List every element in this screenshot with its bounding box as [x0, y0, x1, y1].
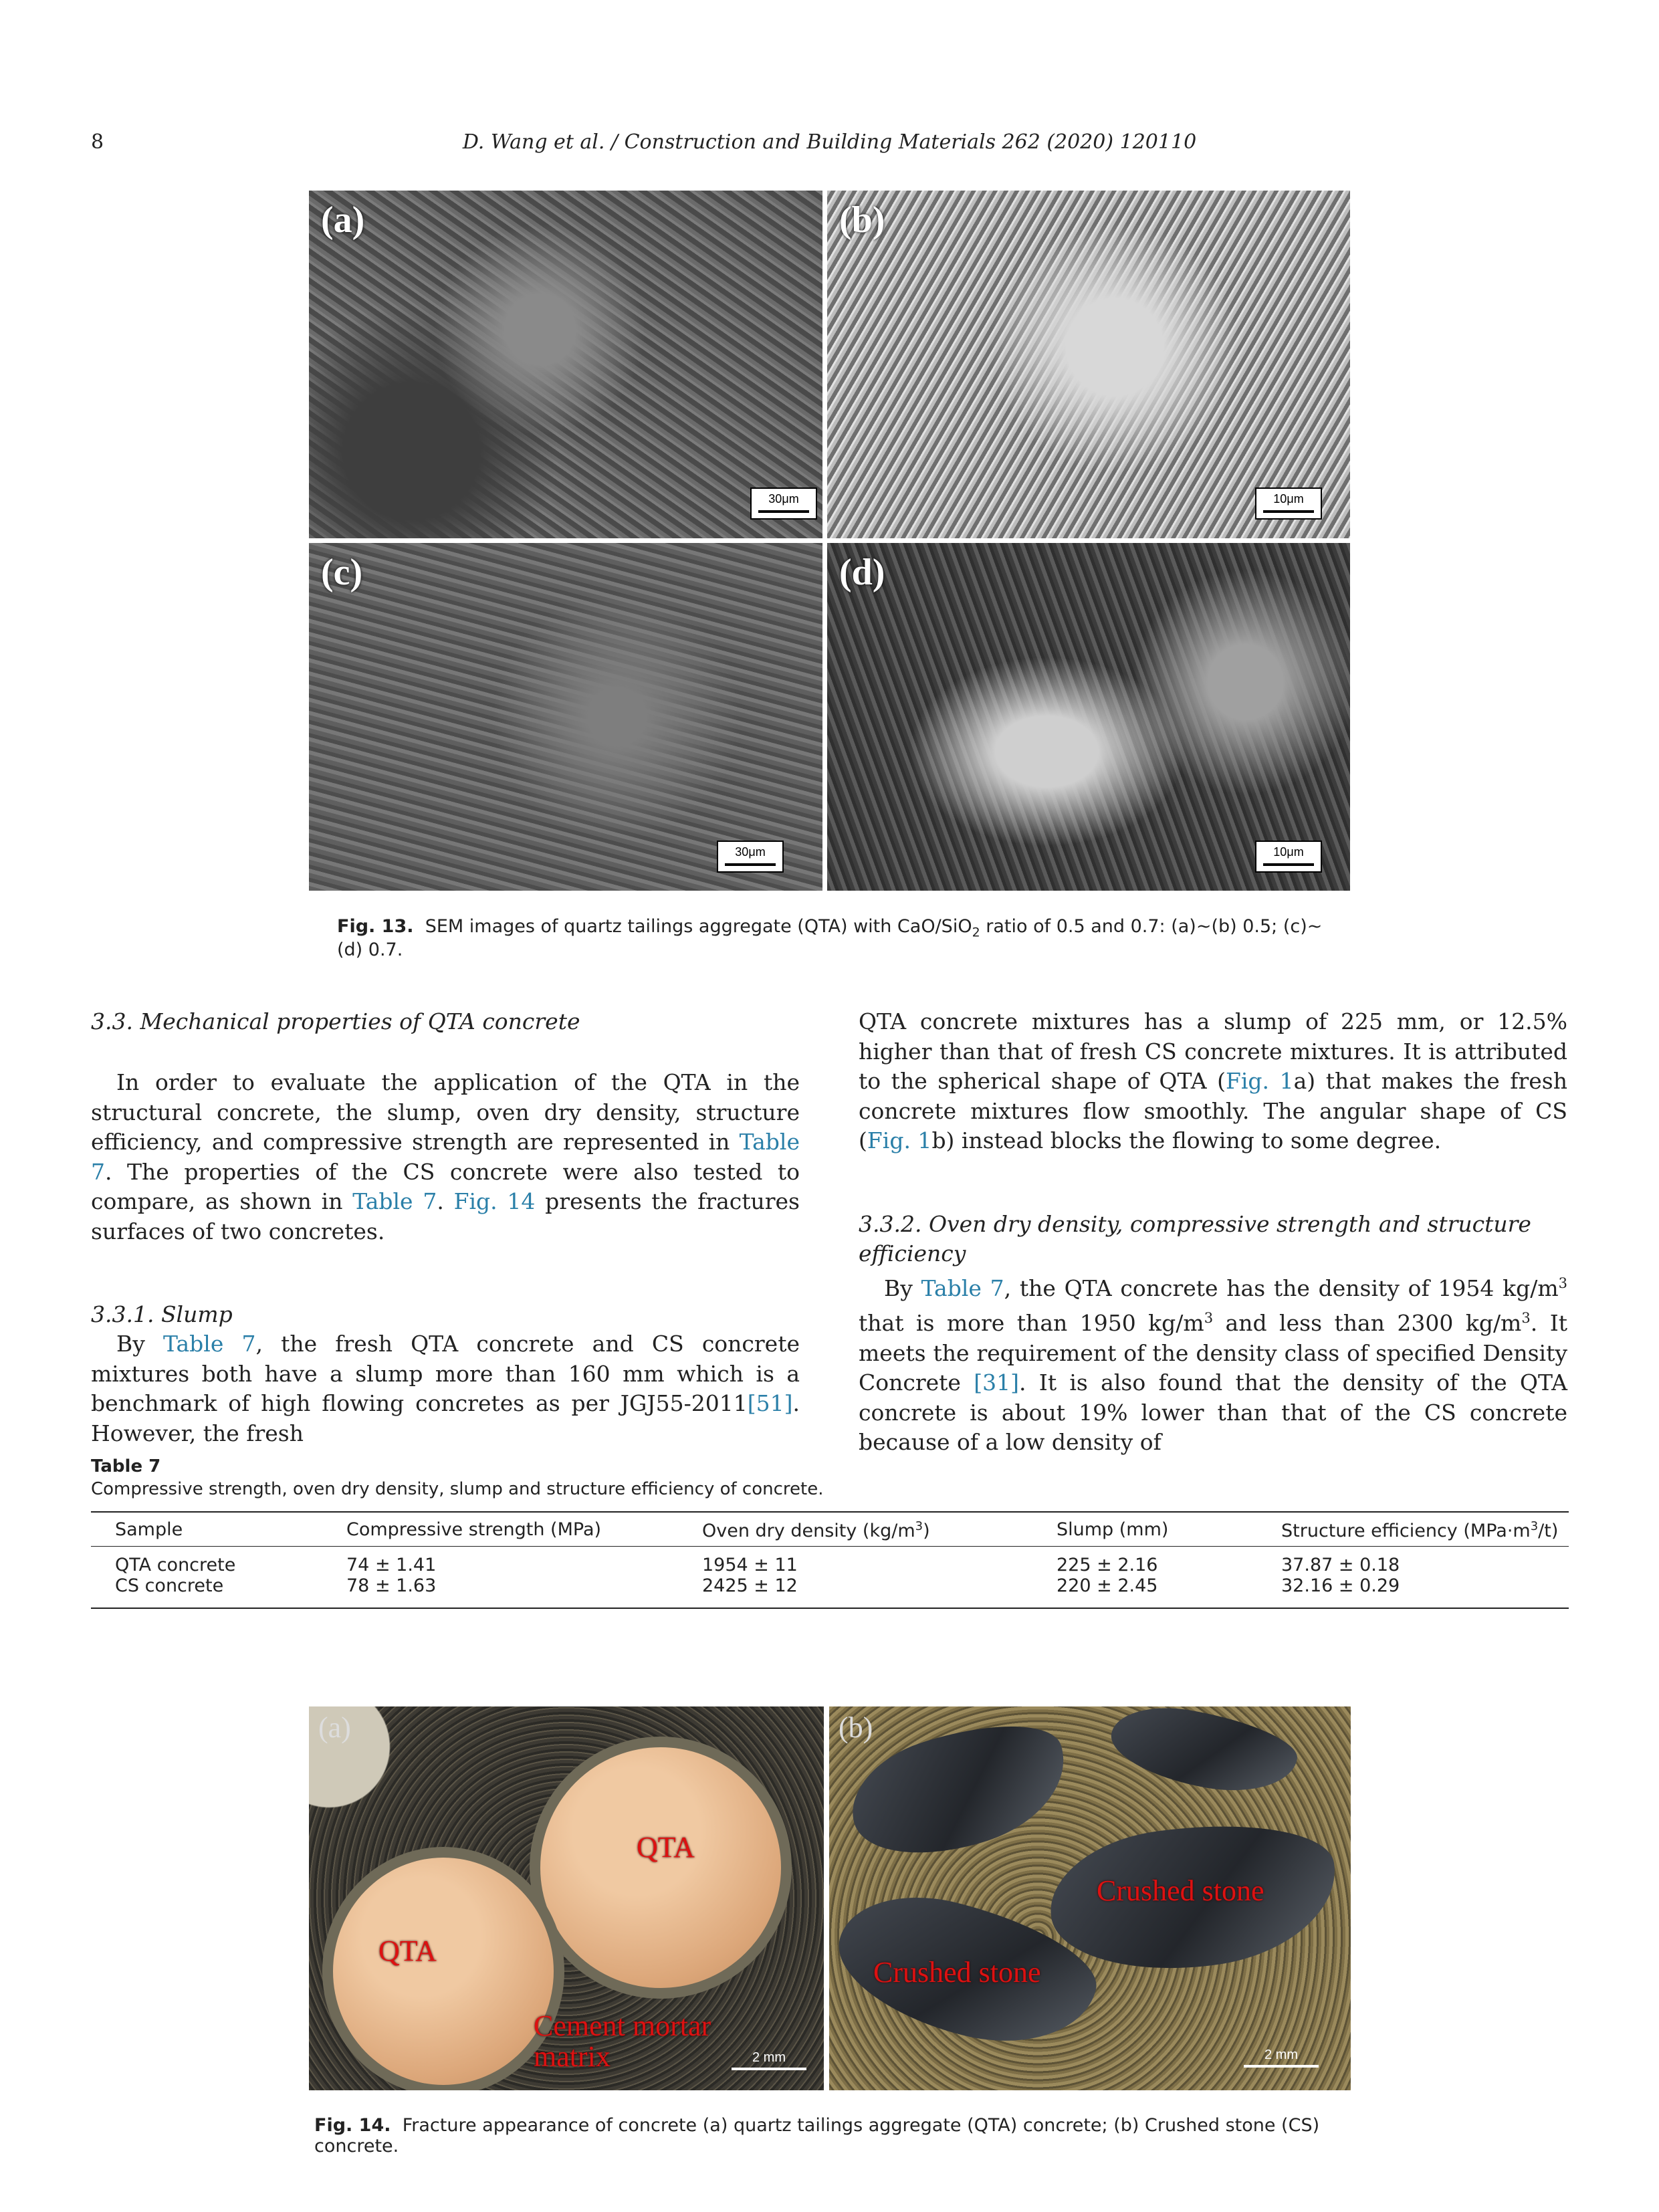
crushed-stone-particle	[837, 1706, 1082, 1878]
figure-14-caption-text: Fracture appearance of concrete (a) quartz tailings aggregate (QTA) concrete; (b) Crushed stone (CS) concrete.	[314, 2115, 1320, 2156]
table-7	[91, 1513, 1569, 1608]
table-bottom-rule	[91, 1608, 1569, 1609]
label-qta: QTA	[378, 1934, 437, 1967]
superscript-3: 3	[915, 1519, 923, 1533]
cell-compressive-strength: 74 ± 1.41	[346, 1555, 437, 1575]
cell-sample: CS concrete	[115, 1575, 224, 1596]
panel-label-a: (a)	[321, 199, 365, 241]
right-p2-text-e: . It meets the requirement of the density class of specified Density Concrete	[859, 1310, 1567, 1396]
right-p2-text-f: . It is also found that the density of the QTA concrete is about 19% lower than that of the CS concrete because of a low density of	[859, 1369, 1567, 1455]
left-paragraph-1	[91, 1068, 800, 1246]
header-compressive-strength: Compressive strength (MPa)	[346, 1519, 602, 1540]
scale-bar-a: 30μm	[750, 487, 817, 520]
label-crushed-stone: Crushed stone	[1097, 1874, 1264, 1907]
fracture-photo-cs	[829, 1706, 1351, 2090]
left-p2-text-a: By	[116, 1331, 164, 1357]
link-table-7[interactable]: Table 7	[163, 1331, 256, 1357]
page-number: 8	[91, 130, 104, 154]
panel-label-d: (d)	[839, 552, 885, 593]
header-density-text: Oven dry density (kg/m	[702, 1521, 915, 1541]
header-efficiency-tail: /t)	[1538, 1521, 1559, 1541]
label-mortar-line-2: matrix	[534, 2040, 611, 2073]
right-p2-text-c: that is more than 1950 kg/m	[859, 1310, 1204, 1336]
label-cement-mortar-matrix	[534, 2011, 711, 2072]
panel-label-c: (c)	[321, 552, 363, 593]
link-fig-14[interactable]: Fig. 14	[453, 1188, 536, 1214]
link-table-7[interactable]: Table 7	[352, 1188, 437, 1214]
superscript-3: 3	[1204, 1310, 1214, 1326]
right-p2-text-d: and less than 2300 kg/m	[1213, 1310, 1522, 1336]
header-sample: Sample	[115, 1519, 183, 1540]
left-p2-text-c: . However, the fresh	[91, 1390, 800, 1446]
photo-scale-bar-a: 2 mm	[729, 2050, 809, 2073]
right-p2-text-b: , the QTA concrete has the density of 1954 kg/m	[1004, 1275, 1559, 1301]
photo-panel-label-a: (a)	[318, 1711, 351, 1744]
figure-13-caption	[337, 916, 1340, 960]
left-p1-text-c: .	[437, 1188, 454, 1214]
table-7-number	[91, 1456, 1569, 1476]
cell-slump: 225 ± 2.16	[1057, 1555, 1158, 1575]
label-crushed-stone: Crushed stone	[873, 1956, 1041, 1989]
superscript-3: 3	[1530, 1519, 1539, 1533]
photo-scale-bar-b: 2 mm	[1241, 2048, 1321, 2070]
cell-oven-dry-density: 2425 ± 12	[702, 1575, 798, 1596]
label-qta: QTA	[637, 1831, 695, 1864]
fracture-photo-qta	[309, 1706, 824, 2090]
right-p1-text-b: a) that makes the fresh concrete mixtures flow smoothly. The angular shape of CS (	[859, 1068, 1567, 1153]
table-number: Table 7	[91, 1456, 161, 1476]
left-p1-text-d: presents the fractures surfaces of two concretes.	[91, 1188, 800, 1244]
cell-oven-dry-density: 1954 ± 11	[702, 1555, 798, 1575]
link-table-7[interactable]: Table 7	[921, 1275, 1004, 1301]
qta-particle	[322, 1847, 564, 2090]
figure-13-caption-label: Fig. 13.	[337, 916, 414, 937]
right-p1-text-a: QTA concrete mixtures has a slump of 225 mm, or 12.5% higher than that of fresh CS concrete mixtures. It is attributed to the spherical shape of QTA (	[859, 1008, 1567, 1094]
cell-sample: QTA concrete	[115, 1555, 236, 1575]
header-structure-efficiency	[1281, 1513, 1569, 1546]
table-7-title: Compressive strength, oven dry density, slump and structure efficiency of concrete.	[91, 1479, 824, 1499]
panel-label-b: (b)	[839, 199, 885, 241]
table-header-row	[91, 1513, 1569, 1546]
section-heading-3-3: 3.3. Mechanical properties of QTA concrete	[91, 1008, 580, 1034]
left-p2-text-b: , the fresh QTA concrete and CS concrete mixtures both have a slump more than 160 mm which is a benchmark of high flowing concretes as per JGJ55-2011	[91, 1331, 800, 1416]
left-paragraph-2	[91, 1329, 800, 1448]
table-7-block	[91, 1456, 1569, 1609]
link-fig-1[interactable]: Fig. 1	[1225, 1068, 1294, 1094]
scale-bar-b: 10μm	[1255, 487, 1322, 520]
link-table-7[interactable]: Table 7	[91, 1129, 800, 1185]
table-row	[91, 1575, 1569, 1608]
table-row	[91, 1547, 1569, 1575]
header-oven-dry-density	[702, 1513, 1057, 1546]
subsection-heading-3-3-1: 3.3.1. Slump	[91, 1301, 233, 1327]
cell-structure-efficiency: 32.16 ± 0.29	[1281, 1575, 1400, 1596]
qta-particle	[530, 1737, 792, 1999]
header-density-tail: )	[923, 1521, 930, 1541]
figure-14-caption	[314, 2115, 1384, 2156]
superscript-3: 3	[1558, 1275, 1568, 1291]
crushed-stone-particle	[1105, 1706, 1303, 1802]
scale-bar-c: 30μm	[717, 841, 784, 873]
scale-bar-d: 10μm	[1255, 841, 1322, 873]
left-p1-text-a: In order to evaluate the application of the QTA in the structural concrete, the slump, oven dry density, structure efficiency, and compressive strength are represented in	[91, 1069, 800, 1155]
sem-image-b	[827, 191, 1350, 538]
cell-structure-efficiency: 37.87 ± 0.18	[1281, 1555, 1400, 1575]
figure-13-caption-pre: SEM images of quartz tailings aggregate (QTA) with CaO/SiO	[425, 916, 972, 937]
running-head: D. Wang et al. / Construction and Building Materials 262 (2020) 120110	[462, 130, 1197, 154]
figure-14-caption-label: Fig. 14.	[314, 2115, 391, 2136]
subsection-heading-3-3-2: 3.3.2. Oven dry density, compressive strength and structure efficiency	[859, 1210, 1531, 1266]
cell-slump: 220 ± 2.45	[1057, 1575, 1158, 1596]
right-column	[859, 1007, 1567, 1458]
left-p1-text-b: . The properties of the CS concrete were also tested to compare, as shown in	[91, 1158, 800, 1214]
header-slump: Slump (mm)	[1057, 1519, 1169, 1540]
photo-panel-label-b: (b)	[839, 1711, 873, 1744]
figure-13-caption-sub: 2	[972, 925, 980, 940]
right-p1-text-c: b) instead blocks the flowing to some degree.	[931, 1127, 1442, 1153]
link-fig-1[interactable]: Fig. 1	[867, 1127, 932, 1153]
link-ref-31[interactable]: [31]	[974, 1369, 1019, 1396]
left-column	[91, 1007, 800, 1448]
link-ref-51[interactable]: [51]	[747, 1390, 793, 1416]
sem-image-c	[309, 543, 822, 891]
right-paragraph-1	[859, 1007, 1567, 1156]
cell-compressive-strength: 78 ± 1.63	[346, 1575, 437, 1596]
header-efficiency-text: Structure efficiency (MPa·m	[1281, 1521, 1531, 1541]
sem-image-d	[827, 543, 1350, 891]
figure-13-caption-post: ratio of 0.5 and 0.7: (a)~(b) 0.5; (c)~(d) 0.7.	[337, 916, 1323, 961]
sem-image-a	[309, 191, 822, 538]
label-mortar-line-1: Cement mortar	[534, 2009, 711, 2042]
right-p2-text-a: By	[884, 1275, 921, 1301]
right-paragraph-2	[859, 1268, 1567, 1458]
superscript-3: 3	[1521, 1310, 1531, 1326]
